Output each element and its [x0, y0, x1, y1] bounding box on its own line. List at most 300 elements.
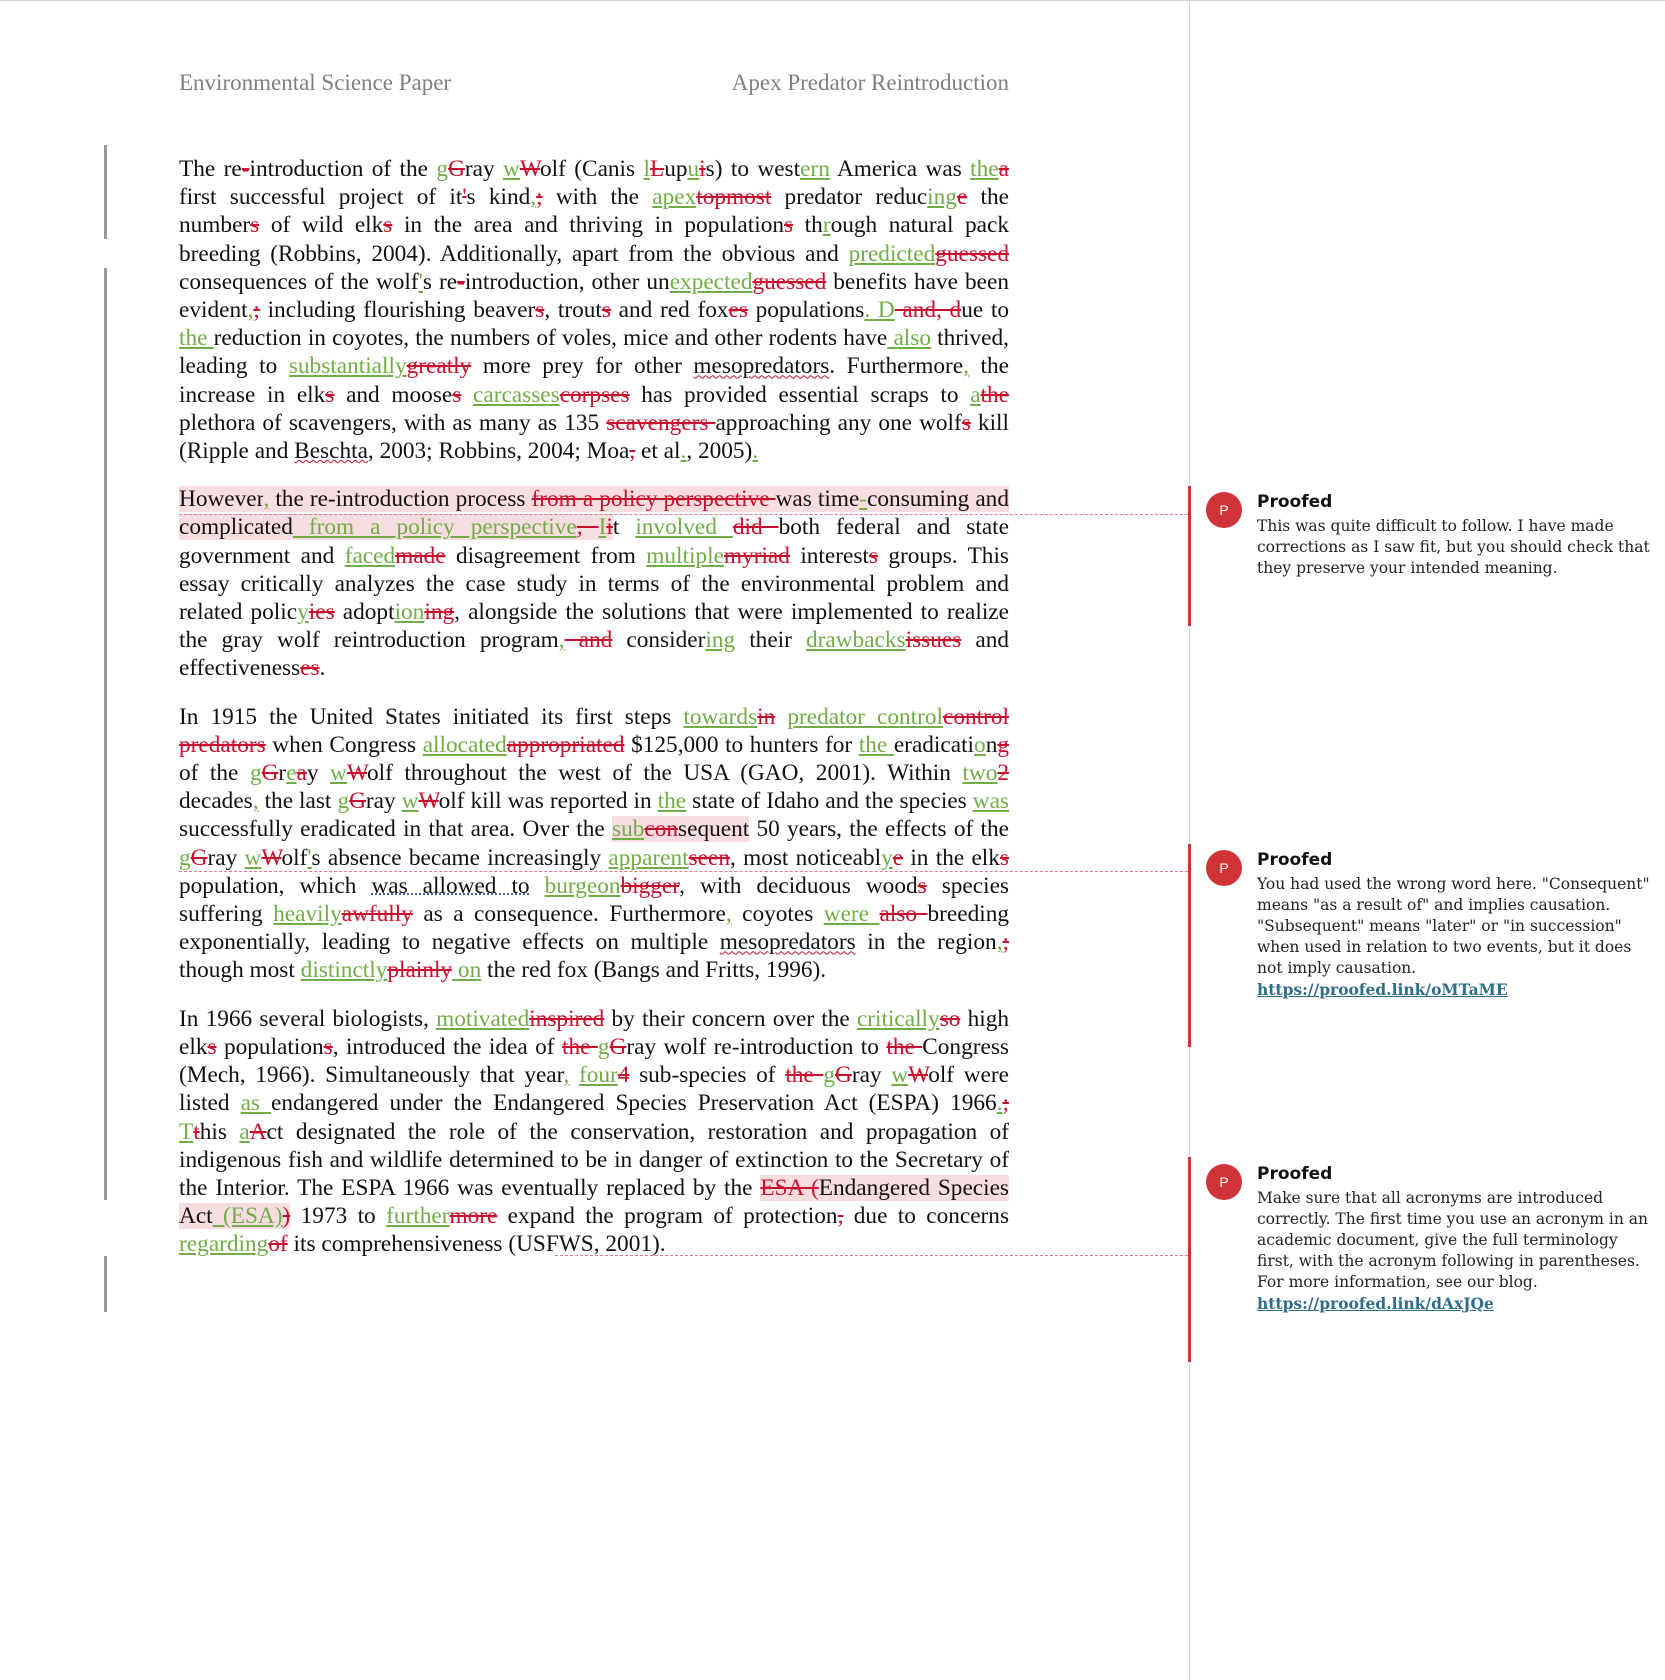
insertion: . D — [864, 297, 895, 324]
comment-link[interactable]: https://proofed.link/dAxJQe — [1257, 1294, 1494, 1313]
text-run: olf were listed — [179, 1062, 1009, 1117]
text-run: . Furthermore — [829, 353, 964, 380]
deletion: G — [190, 844, 208, 871]
insertion: ' — [418, 268, 423, 295]
insertion: ing — [927, 184, 957, 211]
text-run: olf — [281, 844, 308, 871]
deletion: ; — [253, 297, 260, 324]
text-run: et al — [635, 438, 681, 465]
deletion: - — [457, 268, 465, 295]
insertion: regarding — [179, 1231, 269, 1258]
insertion: allocated — [422, 731, 507, 758]
insertion: r — [822, 212, 831, 239]
insertion: . — [996, 1090, 1003, 1117]
text-run: plethora of scavengers, with as many as 135 — [179, 409, 607, 436]
spelling-flag: mesopredators — [693, 353, 830, 380]
text-run: in the region — [855, 929, 997, 956]
insertion: heavily — [273, 901, 342, 928]
insertion: , — [558, 627, 565, 654]
text-run: and red fox — [610, 297, 729, 324]
grammar-flag: was allowed to — [371, 872, 530, 899]
page-header-right: Apex Predator Reintroduction — [731, 70, 1009, 95]
insertion: . — [752, 438, 759, 465]
insertion: predator control — [787, 703, 943, 730]
insertion: g — [823, 1062, 835, 1089]
insertion: sub — [612, 816, 645, 843]
deletion: ; — [1002, 1090, 1009, 1117]
text-run: introduction, other un — [464, 268, 670, 295]
insertion: , — [963, 353, 969, 380]
text-run: eradicati — [893, 731, 975, 758]
text-run: introduction of the — [249, 156, 437, 182]
deletion: W — [261, 844, 282, 871]
insertion: apparent — [608, 844, 689, 871]
comment-link[interactable]: https://proofed.link/oMTaME — [1257, 980, 1508, 999]
text-run: has provided essential scraps to — [629, 381, 971, 408]
text-run: breeding exponentially, leading to negative effects on multiple — [179, 901, 1009, 956]
highlight: the re-introduction process — [269, 486, 532, 513]
text-run: s absence became increasingly — [311, 844, 609, 871]
deletion: in — [757, 703, 776, 730]
text-run: s re — [422, 268, 458, 295]
text-run: s) to west — [705, 156, 801, 182]
text-run: , 2005) — [686, 438, 753, 465]
insertion: l — [643, 156, 650, 182]
deletion: 4 — [617, 1062, 630, 1089]
text-run: , introduced the idea of — [332, 1033, 562, 1060]
deletion: W — [418, 788, 439, 815]
change-bar — [104, 268, 107, 1200]
insertion: burgeon — [544, 872, 621, 899]
text-run: , trout — [544, 297, 602, 324]
text-run: th — [793, 212, 823, 239]
text-run: groups. This essay critically analyzes the case study in terms of the environmental problem and related polic — [179, 542, 1009, 626]
text-run: the increase in elk — [179, 353, 1009, 408]
deletion: awfully — [341, 901, 413, 928]
deletion: the — [886, 1033, 923, 1060]
text-run — [775, 704, 787, 730]
page-header-left: Environmental Science Paper — [179, 70, 452, 95]
insertion: the — [179, 325, 214, 352]
deletion: s — [250, 212, 260, 239]
text-run: endangered under the Endangered Species Preservation Act (ESPA) 1966 — [271, 1090, 997, 1117]
deletion: L — [649, 156, 665, 182]
insertion: T — [179, 1118, 194, 1145]
insertion: g — [249, 760, 262, 787]
comment-anchor-line — [555, 1255, 1188, 1256]
comment-bar — [1188, 486, 1191, 626]
insertion: motivated — [436, 1005, 530, 1032]
insertion: w — [891, 1062, 909, 1089]
paragraph[interactable] — [179, 1005, 1009, 1259]
text-run: the number — [179, 184, 1009, 239]
insertion: a — [239, 1118, 250, 1145]
spelling-flag: mesopredators — [719, 929, 856, 956]
insertion: e — [286, 760, 297, 787]
text-run: and moose — [334, 381, 453, 408]
deletion: also — [879, 901, 928, 928]
deletion: W — [346, 760, 368, 787]
deletion: guessed — [752, 268, 827, 295]
document-body[interactable] — [179, 155, 1009, 1279]
text-run: ough natural pack breeding (Robbins, 2004). Additionally, apart from the obvious and — [179, 212, 1010, 267]
text-run: . — [319, 655, 326, 682]
insertion: four — [578, 1062, 618, 1089]
deletion: s — [323, 1033, 333, 1060]
insertion: , — [563, 1062, 570, 1089]
comment-text: Make sure that all acronyms are introduced correctly. The first time you use an acronym in an academic document, give the full terminology first, with the acronym following in parentheses. For more information, see our blog. — [1257, 1189, 1648, 1291]
insertion: on — [452, 957, 482, 984]
text-run: Canis — [582, 156, 644, 182]
deletion: s — [535, 297, 545, 324]
text-run: the red fox (Bangs and Fritts, 1996). — [481, 957, 827, 984]
text-run: kill (Ripple and — [179, 409, 1009, 465]
text-run: decades — [179, 788, 253, 815]
comment-body — [1257, 516, 1657, 579]
deletion: ) — [282, 1203, 291, 1230]
deletion: and, d — [894, 297, 962, 324]
text-run: ray wolf re-introduction to — [626, 1033, 887, 1060]
insertion: two — [962, 760, 998, 787]
text-run: , most noticeabl — [730, 844, 882, 871]
text-run: ray — [464, 156, 504, 182]
text-run: more prey for other — [471, 353, 694, 380]
text-run: by their concern over the — [604, 1005, 857, 1032]
text-run: predator reduc — [771, 184, 928, 211]
text-run: ray — [851, 1062, 892, 1089]
insertion: g — [597, 1033, 610, 1060]
deletion: ; — [1002, 929, 1009, 956]
comment-bar — [1188, 844, 1191, 1047]
deletion: from a policy perspective — [531, 486, 776, 513]
text-run: their — [735, 627, 806, 654]
insertion: , — [996, 929, 1003, 956]
insertion: from a policy perspective — [292, 514, 577, 541]
text-run: with the — [542, 184, 653, 211]
text-run: thrived, leading to — [179, 325, 1009, 380]
deletion: A — [249, 1118, 267, 1145]
highlight: consuming and complicated — [179, 486, 1009, 541]
deletion: i — [699, 156, 706, 182]
text-run: In 1915 the United States initiated its first steps — [179, 703, 684, 730]
deletion: G — [835, 1062, 852, 1089]
text-run: In 1966 several biologists, — [179, 1005, 437, 1032]
deletion: the — [785, 1062, 824, 1089]
page-margin-divider — [1189, 0, 1190, 1680]
deletion: s — [452, 381, 462, 408]
comment-body — [1257, 1188, 1657, 1314]
deletion: es — [300, 655, 320, 682]
deletion: so — [939, 1005, 961, 1032]
insertion: substantially — [288, 353, 407, 380]
text-run: , with deciduous wood — [679, 872, 918, 899]
text-run: ray — [207, 844, 245, 871]
text-run: due to concerns — [843, 1203, 1010, 1230]
deletion: bigger — [620, 872, 680, 899]
deletion: G — [349, 788, 366, 815]
insertion: involved — [635, 514, 733, 541]
insertion: as — [240, 1090, 272, 1117]
insertion: o — [974, 731, 986, 758]
deletion: ing — [424, 599, 455, 626]
text-run: olf ( — [540, 156, 583, 182]
deletion: , — [576, 514, 599, 541]
deletion: e — [956, 184, 968, 211]
insertion: w — [244, 844, 262, 871]
text-run — [530, 873, 545, 899]
insertion: (ESA) — [212, 1203, 283, 1230]
insertion: a — [970, 381, 981, 408]
text-run: olf throughout the west of the USA (GAO, 2001). Within — [367, 760, 963, 787]
deletion: made — [395, 542, 446, 569]
change-bar — [104, 145, 107, 239]
deletion: more — [449, 1203, 498, 1230]
text-run: n — [985, 731, 998, 758]
text-run: 1973 to — [290, 1203, 387, 1230]
deletion: G — [261, 760, 279, 787]
text-run: , alongside the solutions that were implemented to realize the gray wolf reintroduction program — [179, 599, 1009, 654]
text-run: expand the program of protection — [497, 1203, 838, 1230]
text-run: first successful project of it — [179, 184, 463, 211]
deletion: the — [980, 381, 1009, 408]
insertion: - — [859, 486, 868, 513]
text-run: r — [278, 760, 287, 787]
comment-avatar: P — [1206, 850, 1242, 886]
change-bar — [104, 1256, 107, 1312]
comment-author: Proofed — [1257, 850, 1333, 870]
text-run: high elk — [179, 1005, 1009, 1060]
text-run: s kind — [466, 184, 531, 211]
insertion: w — [401, 788, 419, 815]
text-run: America was — [829, 156, 971, 182]
deletion: inspired — [529, 1005, 605, 1032]
insertion: towards — [683, 703, 758, 730]
text-run: in the elk — [903, 844, 1000, 871]
text-run: approaching any one wolf — [715, 409, 962, 436]
text-run: population — [216, 1033, 324, 1060]
comment-author: Proofed — [1257, 1164, 1333, 1184]
deletion: guessed — [935, 240, 1009, 267]
text-run: disagreement from — [445, 542, 647, 569]
deletion: es — [728, 297, 748, 324]
insertion: apex — [652, 184, 697, 211]
deletion: a — [998, 156, 1009, 182]
deletion: - — [241, 156, 250, 182]
insertion: the — [657, 788, 687, 815]
insertion: w — [503, 156, 520, 182]
text-run: populations — [747, 297, 865, 324]
comment-avatar: P — [1206, 492, 1242, 528]
deletion: s — [961, 409, 971, 436]
deletion: control predators — [179, 703, 1009, 758]
text-run: 50 years, the effects of the — [749, 816, 1009, 843]
deletion: W — [519, 156, 540, 182]
comment-bar — [1188, 1157, 1191, 1362]
insertion: was — [972, 788, 1009, 815]
insertion: predicted — [848, 240, 936, 267]
deletion: ies — [308, 599, 335, 626]
deletion: , — [629, 438, 636, 465]
insertion: ion — [394, 599, 425, 626]
insertion: , — [247, 297, 254, 324]
text-run: though most — [179, 957, 301, 984]
deletion: s — [999, 844, 1009, 871]
text-run: $125,000 to hunters for — [624, 731, 859, 758]
insertion: u — [687, 156, 700, 182]
text-run: y — [306, 760, 331, 787]
highlight: However — [179, 486, 264, 513]
text-run: consequences of the wolf — [179, 268, 419, 295]
deletion: W — [908, 1062, 929, 1089]
comment-text: You had used the wrong word here. "Consequent" means "as a result of" and implies causation. "Subsequent" means "later" or "in succession" when used in relation to two events, but it does not imply causation. — [1257, 875, 1650, 977]
insertion: drawbacks — [805, 627, 906, 654]
deletion: did — [732, 514, 779, 541]
highlight: was time — [775, 486, 860, 513]
deletion: s — [601, 297, 611, 324]
text-run: ray — [365, 788, 402, 815]
deletion: s — [325, 381, 335, 408]
deletion: and — [564, 627, 613, 654]
text-run — [569, 1062, 579, 1088]
window-top-border — [0, 0, 1665, 1]
insertion: , — [725, 901, 732, 928]
insertion: w — [330, 760, 347, 787]
insertion: , — [252, 788, 259, 815]
deletion: myriad — [723, 542, 790, 569]
text-run: when Congress — [265, 731, 423, 758]
insertion: were — [823, 901, 880, 928]
insertion: also — [887, 325, 931, 352]
insertion: , — [530, 184, 537, 211]
insertion: ' — [307, 844, 312, 871]
text-run: population, which — [179, 872, 372, 899]
deletion: s — [383, 212, 393, 239]
insertion: faced — [344, 542, 396, 569]
deletion: s — [207, 1033, 217, 1060]
text-run: state of Idaho and the species — [686, 788, 973, 815]
comment-body — [1257, 874, 1657, 1000]
deletion: greatly — [406, 353, 472, 380]
deletion: topmost — [696, 184, 772, 211]
insertion: the — [858, 731, 894, 758]
insertion: g — [179, 844, 191, 871]
deletion: i — [606, 514, 613, 541]
deletion: appropriated — [506, 731, 625, 758]
text-run: reduction in coyotes, the numbers of voles, mice and other rodents have — [213, 325, 888, 352]
insertion: critically — [856, 1005, 940, 1032]
text-run: in the area and thriving in population — [392, 212, 785, 239]
insertion: , — [263, 486, 270, 513]
insertion: multiple — [646, 542, 724, 569]
insertion: distinctly — [300, 957, 388, 984]
text-run: successfully eradicated in that area. Over the — [179, 816, 613, 843]
text-run: the last — [258, 788, 338, 815]
deletion: issues — [905, 627, 962, 654]
text-run: olf kill was reported in — [438, 788, 658, 815]
deletion: G — [448, 156, 465, 182]
insertion: y — [297, 599, 309, 626]
deletion: g — [997, 731, 1009, 758]
deletion: scavengers — [606, 409, 716, 436]
insertion: expected — [669, 268, 753, 295]
insertion: g — [337, 788, 350, 815]
deletion: s — [784, 212, 794, 239]
insertion: ing — [705, 627, 736, 654]
text-run: and effectiveness — [179, 627, 1009, 682]
text-run: coyotes — [731, 901, 824, 928]
deletion: corpses — [559, 381, 630, 408]
highlight: Endangered Species Act — [179, 1174, 1009, 1230]
text-run: ue to — [961, 297, 1010, 324]
text-run: sub-species of — [629, 1062, 786, 1089]
text-run: including flourishing beaver — [259, 297, 536, 324]
text-run: consider — [612, 627, 706, 654]
text-run: up — [664, 156, 688, 182]
insertion: y — [881, 844, 893, 871]
text-run: adopt — [334, 599, 395, 626]
comment-anchor-line — [179, 514, 1188, 515]
insertion: I — [598, 514, 607, 541]
insertion: ern — [800, 156, 830, 182]
text-run: of wild elk — [259, 212, 384, 239]
spelling-flag: Beschta — [294, 438, 368, 465]
text-run: ct designated the role of the conservation, restoration and propagation of indigenous fish and wildlife determined to be in danger of extinction to the Secretary of the Interior. The ESPA 1966 was eventually replaced by the — [179, 1118, 1009, 1201]
text-run: both federal and state government and — [179, 514, 1009, 569]
text-run: Congress (Mech, 1966). Simultaneously that year — [179, 1033, 1009, 1089]
deletion: the — [561, 1033, 598, 1060]
comment-author: Proofed — [1257, 492, 1333, 512]
deletion: 2 — [997, 760, 1009, 787]
deletion: G — [609, 1033, 627, 1060]
deletion: ; — [536, 184, 543, 211]
paragraph[interactable] — [179, 703, 1009, 985]
insertion: the — [970, 156, 999, 182]
highlight: sequent — [678, 816, 750, 843]
deletion: s — [917, 872, 927, 899]
deletion: e — [892, 844, 904, 871]
text-run: interest — [789, 542, 869, 569]
insertion: further — [386, 1203, 450, 1230]
paragraph[interactable] — [179, 155, 1009, 465]
deletion: plainly — [387, 957, 453, 984]
deletion: , — [837, 1203, 844, 1230]
deletion: t — [193, 1118, 200, 1145]
comment-anchor-line — [179, 871, 1188, 872]
text-run — [461, 382, 473, 408]
text-run: , 2003; Robbins, 2004; Moa — [367, 438, 630, 465]
deletion: of — [268, 1231, 288, 1258]
text-run: benefits have been evident — [179, 268, 1009, 324]
text-run: The re — [179, 156, 242, 182]
text-run: his — [199, 1118, 240, 1145]
insertion: g — [436, 156, 449, 182]
text-run: species suffering — [179, 872, 1009, 928]
deletion: ' — [462, 184, 467, 211]
text-run: of the — [179, 760, 250, 787]
deletion: a — [296, 760, 307, 787]
deletion: s — [868, 542, 878, 569]
text-run: as a consequence. Furthermore — [412, 901, 726, 928]
text-run: its comprehensiveness (USFWS, 2001). — [287, 1231, 666, 1258]
comment-text: This was quite difficult to follow. I have made corrections as I saw fit, but you should check that they preserve your intended meaning. — [1257, 517, 1650, 577]
insertion: . — [680, 438, 687, 465]
deletion: ESA ( — [760, 1174, 819, 1201]
comment-avatar: P — [1206, 1164, 1242, 1200]
deletion: seen — [688, 844, 730, 871]
deletion: con — [644, 816, 679, 843]
insertion: carcasses — [473, 381, 560, 408]
text-run: t — [612, 514, 636, 541]
